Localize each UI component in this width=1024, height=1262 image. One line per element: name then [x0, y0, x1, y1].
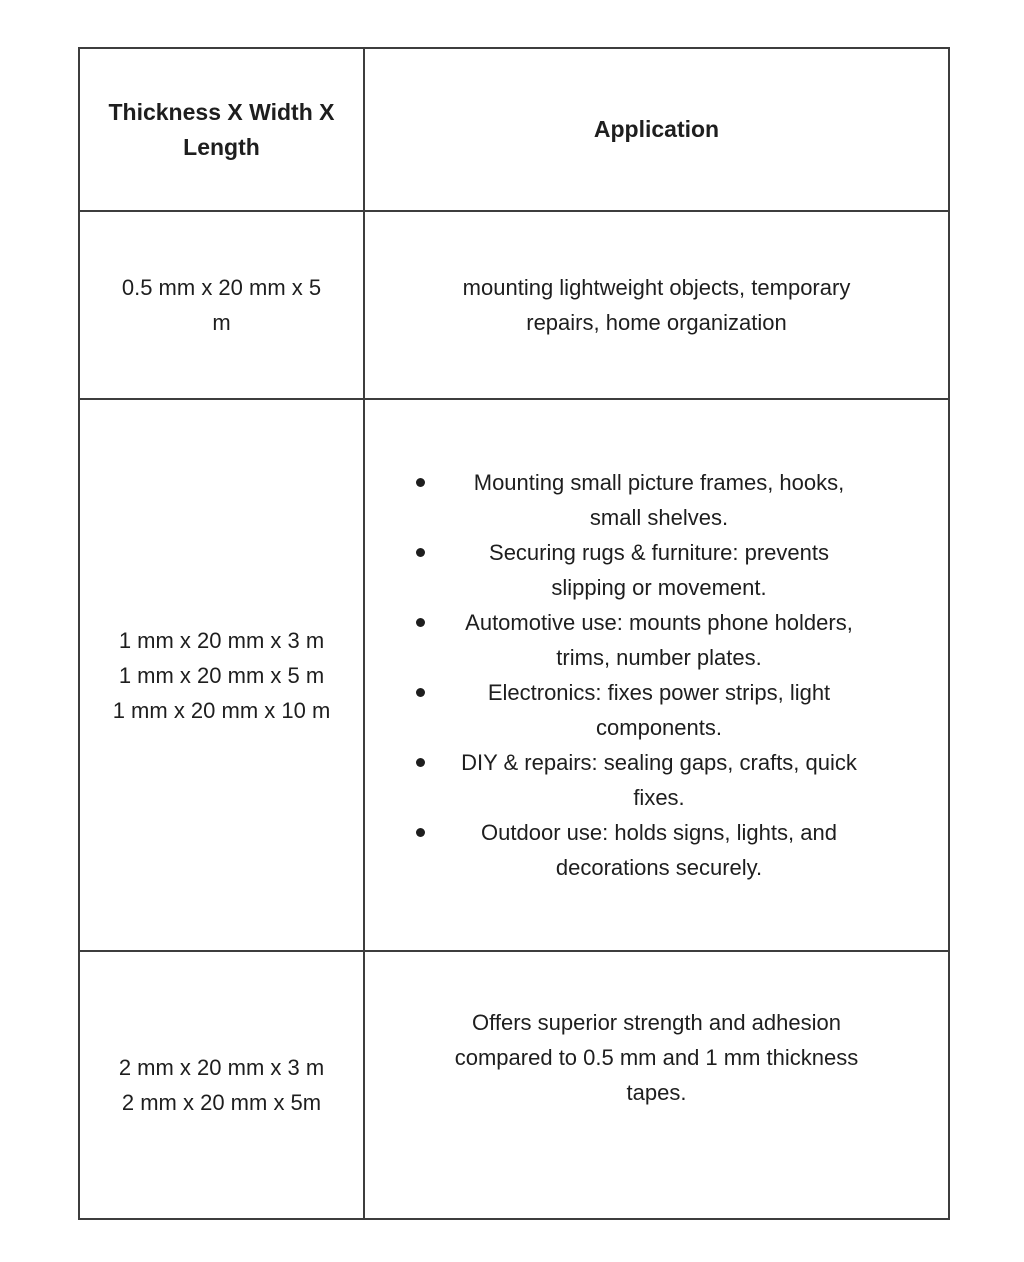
bullet-item: DIY & repairs: sealing gaps, crafts, quick fixes.	[450, 745, 868, 815]
bullet-item: Securing rugs & furniture: prevents slipping or movement.	[450, 535, 868, 605]
size-line: 1 mm x 20 mm x 5 m	[118, 662, 325, 688]
size-line: 2 mm x 20 mm x 5m	[121, 1090, 322, 1115]
size-cell-2mm	[79, 951, 364, 1219]
bullet-item: Electronics: fixes power strips, light components.	[450, 675, 868, 745]
application-cell-1mm	[364, 399, 949, 951]
size-line: 1 mm x 20 mm x 3 m	[118, 627, 325, 653]
size-line: 1 mm x 20 mm x 10 m	[112, 697, 331, 723]
bullet-item: Outdoor use: holds signs, lights, and decorations securely.	[450, 815, 868, 885]
application-cell-05mm: mounting lightweight objects, temporary repairs, home organization	[364, 211, 949, 399]
application-cell-2mm: Offers superior strength and adhesion compared to 0.5 mm and 1 mm thickness tapes.	[364, 951, 949, 1219]
table-row-2mm	[79, 951, 949, 1219]
table-header-row	[79, 48, 949, 211]
table-row-05mm	[79, 211, 949, 399]
bullet-item: Mounting small picture frames, hooks, small shelves.	[450, 465, 868, 535]
table-row-1mm	[79, 399, 949, 951]
tape-spec-table	[78, 47, 950, 1220]
size-cell-05mm	[79, 211, 364, 399]
size-cell-1mm	[79, 399, 364, 951]
header-cell-application: Application	[364, 48, 949, 211]
bullet-item: Automotive use: mounts phone holders, trims, number plates.	[450, 605, 868, 675]
header-cell-dimensions: Thickness X Width X Length	[79, 48, 364, 211]
size-line: 0.5 mm x 20 mm x 5 m	[121, 275, 322, 335]
size-line: 2 mm x 20 mm x 3 m	[118, 1055, 325, 1080]
application-bullet-list	[365, 465, 948, 885]
